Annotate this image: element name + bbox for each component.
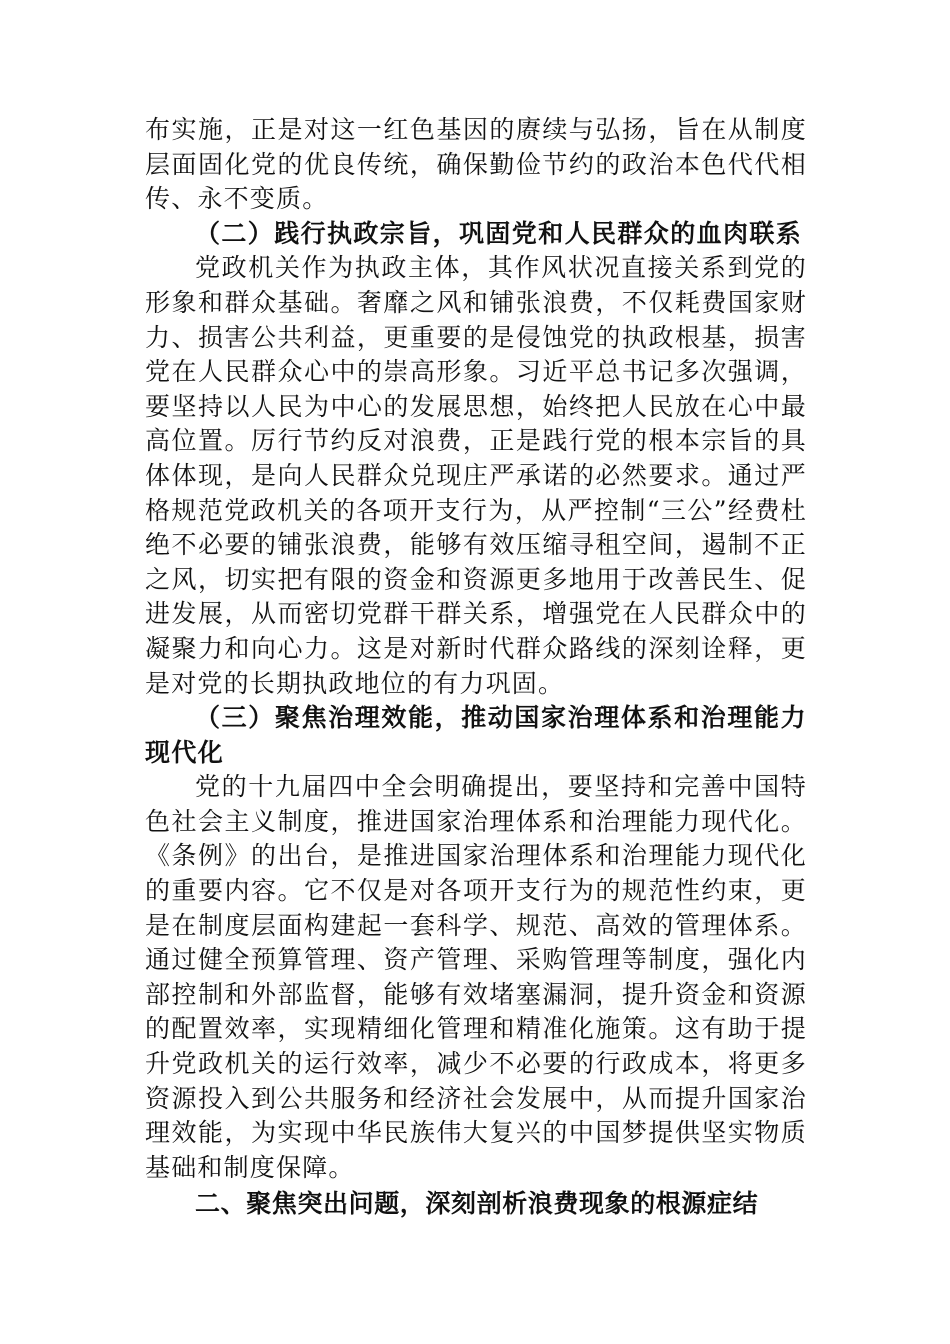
section-heading-2: 二、聚焦突出问题，深刻剖析浪费现象的根源症结 bbox=[195, 1189, 759, 1219]
paragraph-body-2: 党政机关作为执政主体，其作风状况直接关系到党的形象和群众基础。奢靡之风和铺张浪费，不仅耗费国家财力、损害公共利益，更重要的是侵蚀党的执政根基，损害党在人民群众心中的崇高形象。习近平总书记多次强调，要坚持以人民为中心的发展思想，始终把人民放在心中最高位置。厉行节约反对浪费，正是践行党的根本宗旨的具体体现，是向人民群众兑现庄严承诺的必然要求。通过严格规范党政机关的各项开支行为，从严控制“三公”经费杜绝不必要的铺张浪费，能够有效压缩寻租空间，遏制不正之风，切实把有限的资金和资源更多地用于改善民生、促进发展，从而密切党群干群关系，增强党在人民群众中的凝聚力和向心力。这是对新时代群众路线的深刻诠释，更是对党的长期执政地位的有力巩固。 bbox=[145, 253, 807, 698]
section-subheading-3: （三）聚焦治理效能，推动国家治理体系和治理能力现代化 bbox=[145, 703, 807, 767]
paragraph-body-3: 党的十九届四中全会明确提出，要坚持和完善中国特色社会主义制度，推进国家治理体系和治理能力现代化。《条例》的出台，是推进国家治理体系和治理能力现代化的重要内容。它不仅是对各项开支行为的规范性约束，更是在制度层面构建起一套科学、规范、高效的管理体系。通过健全预算管理、资产管理、采购管理等制度，强化内部控制和外部监督，能够有效堵塞漏洞，提升资金和资源的配置效率，实现精细化管理和精准化施策。这有助于提升党政机关的运行效率，减少不必要的行政成本，将更多资源投入到公共服务和经济社会发展中，从而提升国家治理效能，为实现中华民族伟大复兴的中国梦提供坚实物质基础和制度保障。 bbox=[145, 772, 807, 1182]
section-subheading-2: （二）践行执政宗旨，巩固党和人民群众的血肉联系 bbox=[195, 218, 803, 248]
document-page bbox=[145, 113, 807, 1222]
paragraph-continuation: 布实施，正是对这一红色基因的赓续与弘扬，旨在从制度层面固化党的优良传统，确保勤俭节约的政治本色代代相传、永不变质。 bbox=[145, 115, 807, 214]
